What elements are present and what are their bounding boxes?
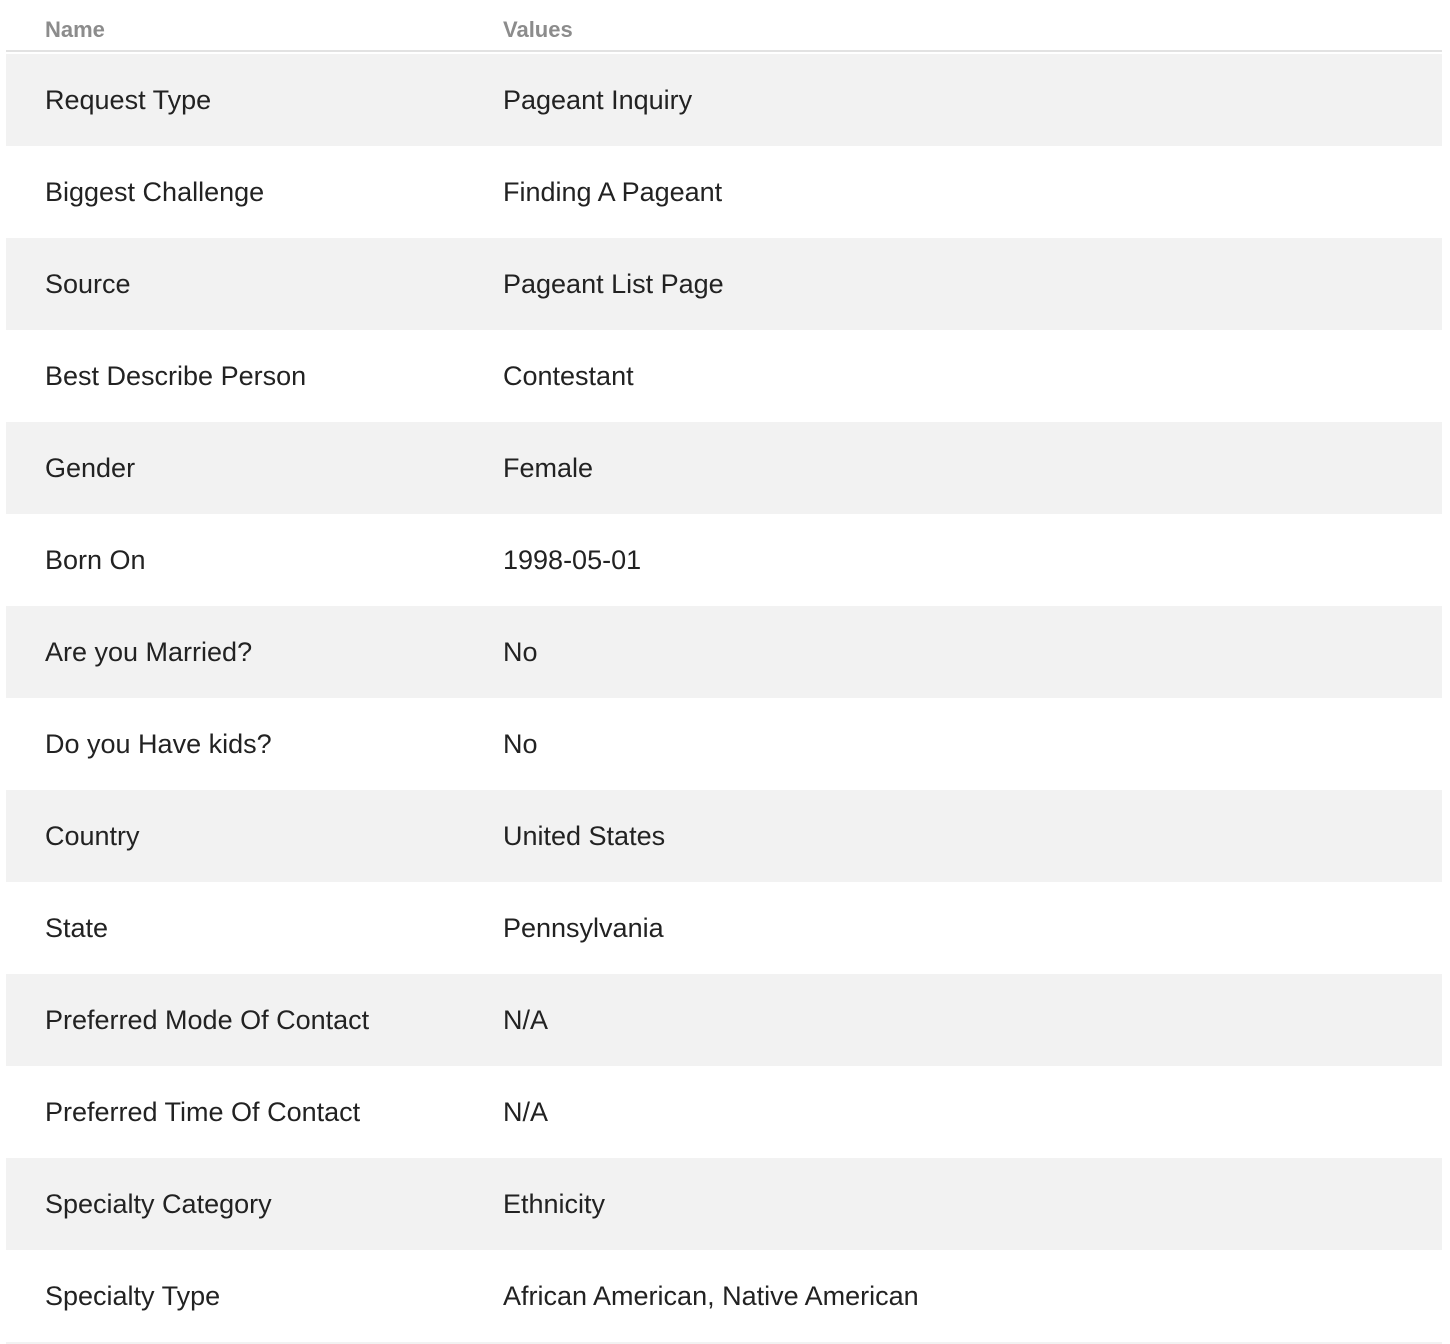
row-value: Contestant xyxy=(503,361,634,391)
table-row xyxy=(6,238,1442,330)
row-name: Country xyxy=(45,821,140,851)
table-row xyxy=(6,1066,1442,1158)
details-table xyxy=(6,0,1442,1344)
row-value: 1998-05-01 xyxy=(503,545,642,575)
row-name: Born On xyxy=(45,545,146,575)
table-row xyxy=(6,606,1442,698)
table-row xyxy=(6,882,1442,974)
table-row xyxy=(6,974,1442,1066)
row-name: Biggest Challenge xyxy=(45,177,265,207)
row-value: N/A xyxy=(503,1097,549,1127)
table-row xyxy=(6,330,1442,422)
table-row xyxy=(6,514,1442,606)
row-name: Gender xyxy=(45,453,136,483)
row-value: Pageant List Page xyxy=(503,269,724,299)
table-row xyxy=(6,1158,1442,1250)
row-name: Source xyxy=(45,269,131,299)
table-row xyxy=(6,698,1442,790)
row-name: Specialty Type xyxy=(45,1281,221,1311)
row-value: N/A xyxy=(503,1005,549,1035)
table-row xyxy=(6,1250,1442,1342)
row-value: Finding A Pageant xyxy=(503,177,723,207)
table-row xyxy=(6,146,1442,238)
header-name: Name xyxy=(45,17,105,42)
row-name: State xyxy=(45,913,109,943)
table-row xyxy=(6,790,1442,882)
row-value: Pageant Inquiry xyxy=(503,85,693,115)
row-name: Preferred Mode Of Contact xyxy=(45,1005,370,1035)
row-value: Pennsylvania xyxy=(503,913,664,943)
row-name: Do you Have kids? xyxy=(45,729,272,759)
header-values: Values xyxy=(503,17,573,42)
row-value: Female xyxy=(503,453,594,483)
table-header xyxy=(6,0,1442,52)
row-value: No xyxy=(503,637,538,667)
table-body xyxy=(6,54,1442,1342)
row-name: Preferred Time Of Contact xyxy=(45,1097,361,1127)
row-value: African American, Native American xyxy=(503,1281,919,1311)
table-row xyxy=(6,54,1442,146)
table-row xyxy=(6,422,1442,514)
row-value: No xyxy=(503,729,538,759)
row-value: United States xyxy=(503,821,666,851)
row-name: Are you Married? xyxy=(45,637,253,667)
row-name: Best Describe Person xyxy=(45,361,307,391)
row-name: Specialty Category xyxy=(45,1189,272,1219)
row-value: Ethnicity xyxy=(503,1189,606,1219)
row-name: Request Type xyxy=(45,85,212,115)
